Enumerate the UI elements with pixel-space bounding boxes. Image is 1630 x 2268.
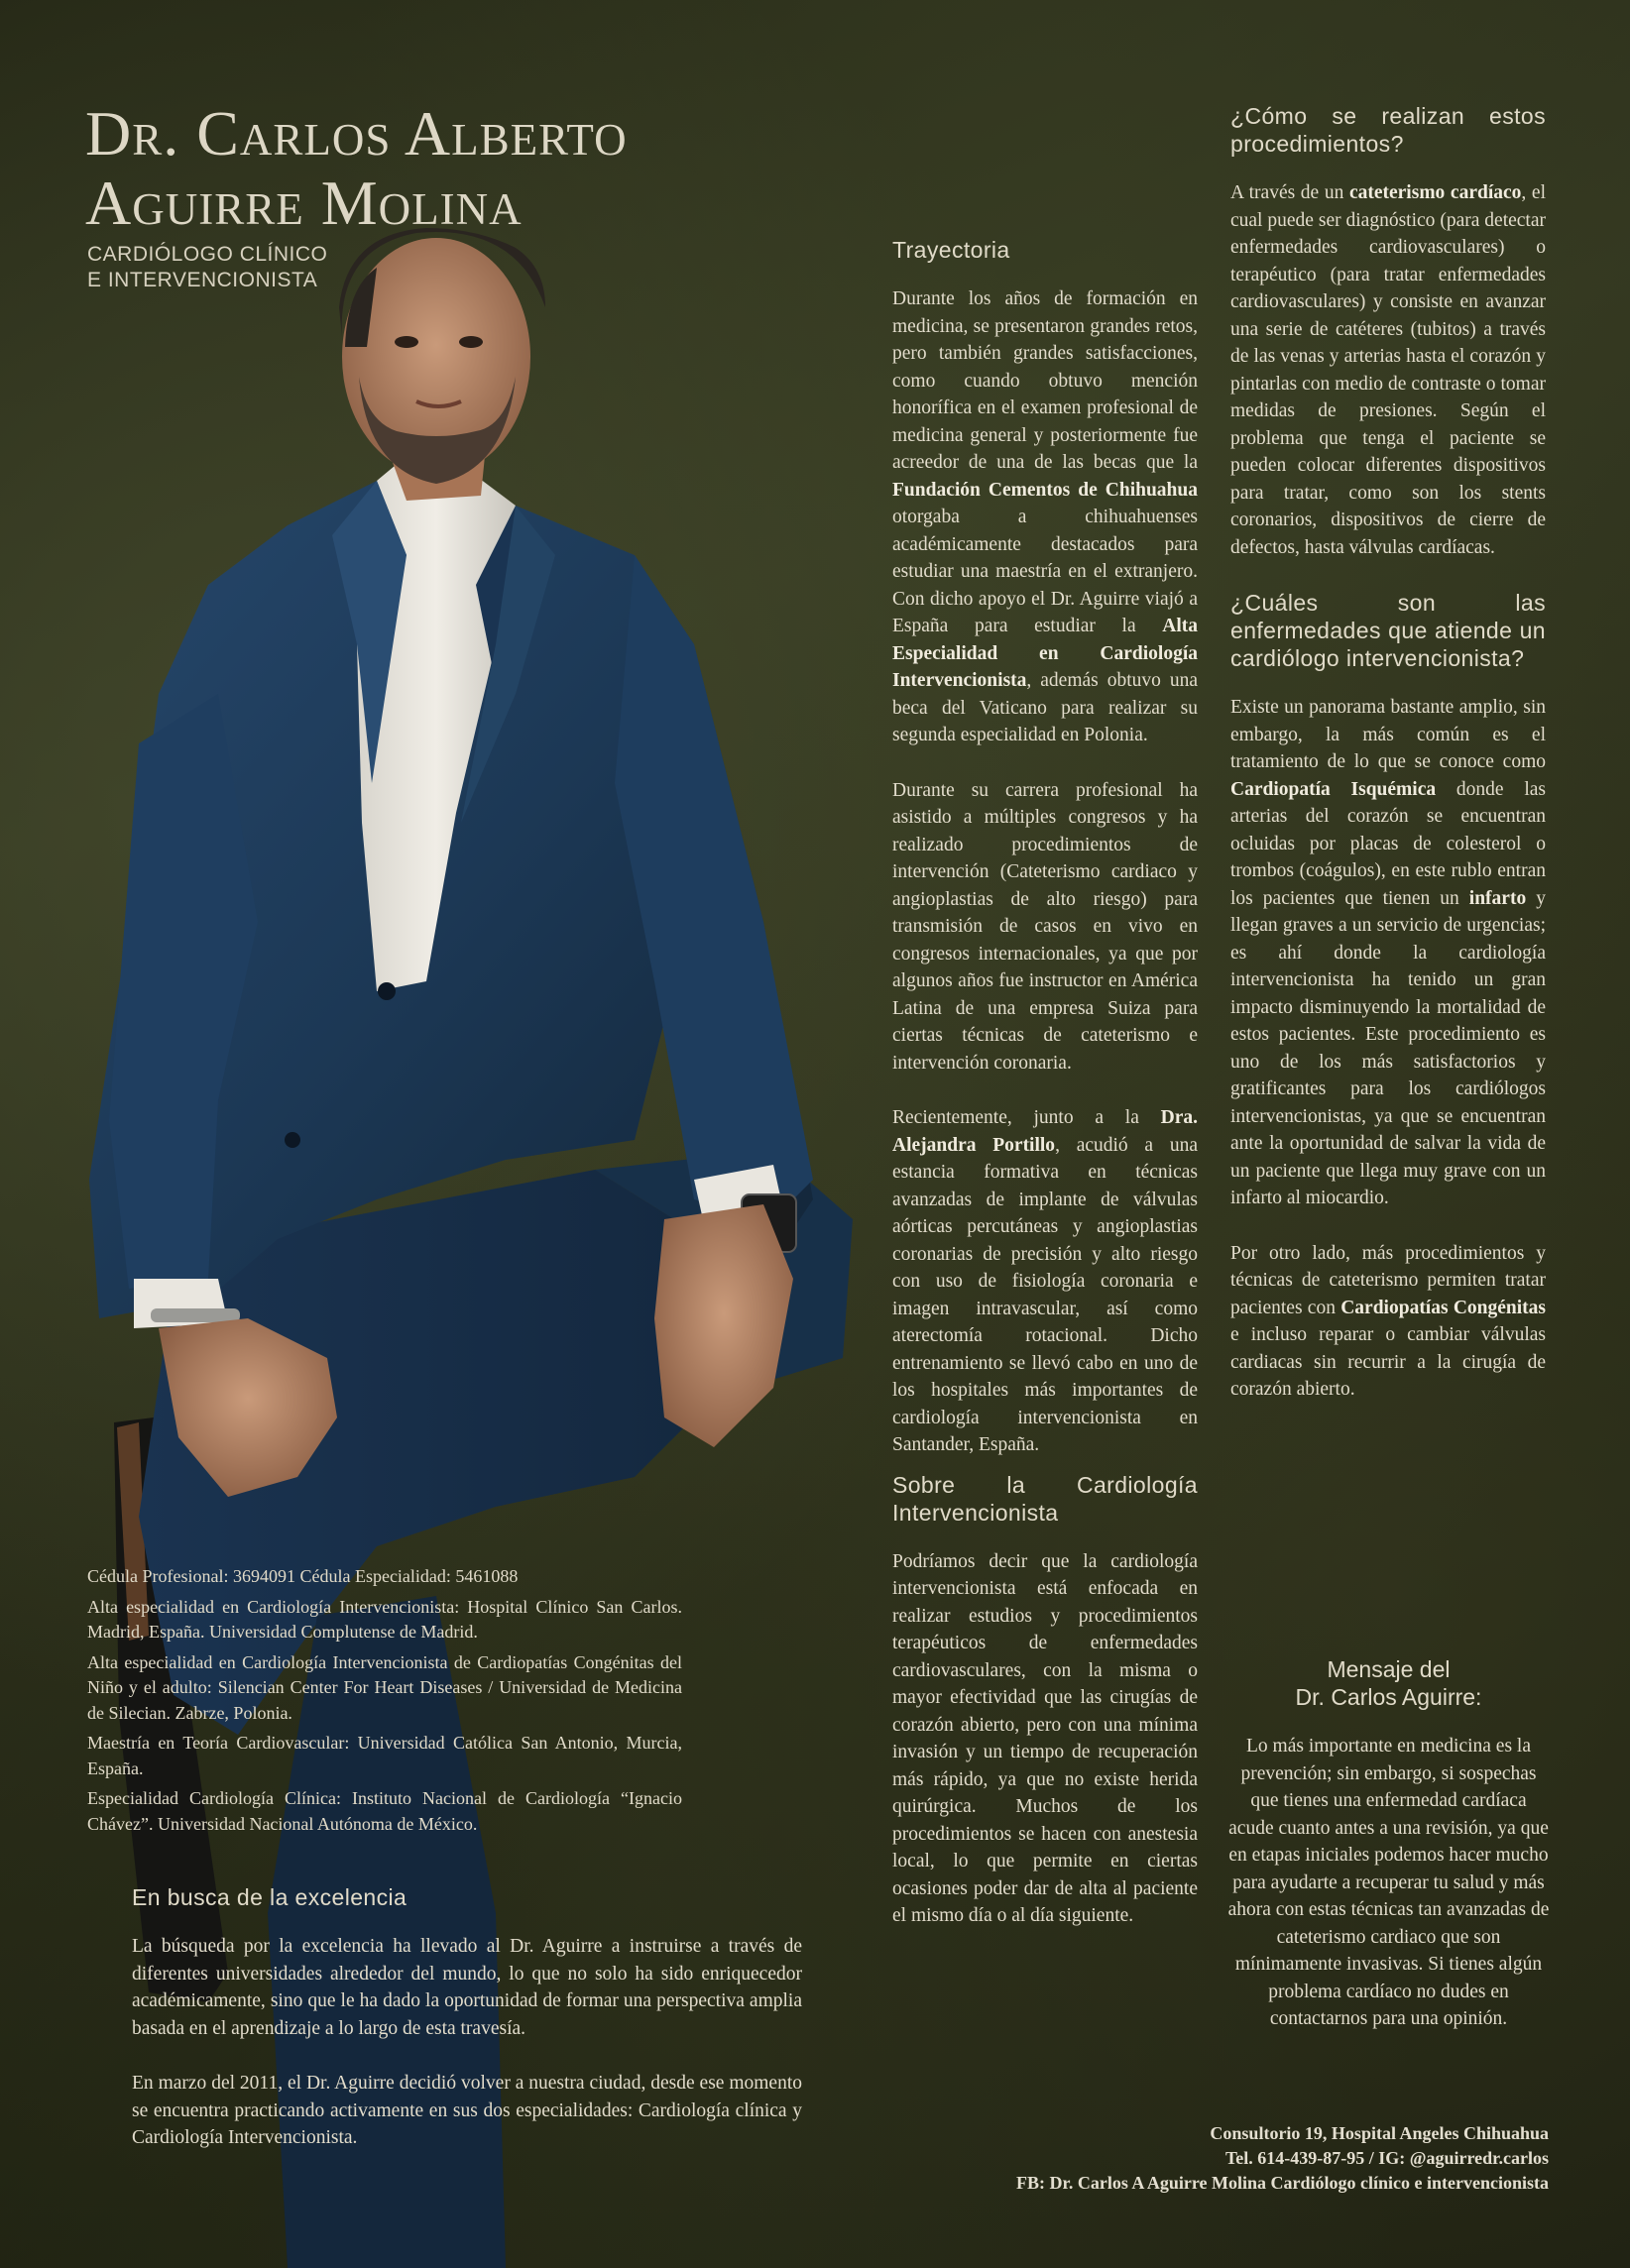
column-procedimientos [1230, 102, 1546, 1431]
credential-item: Especialidad Cardiología Clínica: Instituto Nacional de Cardiología “Ignacio Chávez”. Universidad Nacional Autónoma de México. [87, 1788, 682, 1834]
excelencia-section [132, 1883, 802, 2180]
contact-phone-instagram: Tel. 614-439-87-95 / IG: @aguirredr.carlos [1224, 2148, 1549, 2168]
como-paragraph: A través de un cateterismo cardíaco, el cual puede ser diagnóstico (para detectar enfermedades cardiovasculares) o terapéutico (para tratar enfermedades cardiovasculares) y consiste en avanzar una serie de catéteres (tubitos) a través de las venas y arterias hasta el corazón y pintarlas con medio de contraste o tomar medidas de presiones. Según el problema que tenga el paciente se pueden colocar diferentes dispositivos para tratar, como son los stents coronarios, dispositivos de cierre de defectos, hasta válvulas cardíacas. [1230, 182, 1546, 558]
trayectoria-heading: Trayectoria [892, 237, 1010, 263]
doctor-message [1227, 1655, 1550, 2033]
specialty-subtitle [87, 242, 504, 293]
cuales-paragraph-1: Existe un panorama bastante amplio, sin embargo, la más común es el tratamiento de lo que se conoce como Cardiopatía Isquémica donde las arterias del corazón se encuentran ocluidas por placas de colesterol o trombos (coágulos), en este rublo entran los pacientes que tienen un infarto y llegan graves a un servicio de urgencias; es ahí donde la cardiología intervencionista ha tenido un gran impacto disminuyendo la mortalidad de estos pacientes. Este procedimiento es uno de los más satisfactorios y gratificantes para los cardiólogos intervencionistas, ya que se encuentran ante la oportunidad de salvar la vida de un paciente que llega muy grave con un infarto al miocardio. [1230, 697, 1546, 1208]
name-line-1: Dr. Carlos Alberto [85, 98, 628, 169]
message-text: Lo más importante en medicina es la prevención; sin embargo, si sospechas que tienes una enfermedad cardíaca acude cuanto antes a una revisión, ya que en etapas iniciales podemos hacer mucho para ayudarte a recuperar tu salud y más ahora con estas técnicas tan avanzadas de cateterismo cardiaco que son mínimamente invasivas. Si tienes algún problema cardíaco no dudes en contactarnos para una opinión. [1227, 1736, 1550, 2029]
contact-address: Consultorio 19, Hospital Angeles Chihuahua [1210, 2123, 1549, 2143]
trayectoria-paragraph-1: Durante los años de formación en medicina, se presentaron grandes retos, pero también grandes satisfacciones, como cuando obtuvo mención honorífica en el examen profesional de medicina general y posteriormente fue acreedor de una de las becas que la Fundación Cementos de Chihuahua otorgaba a chihuahuenses académicamente destacados para estudiar una maestría en el extranjero. Con dicho apoyo el Dr. Aguirre viajó a España para estudiar la Alta Especialidad en Cardiología Intervencionista, además obtuvo una beca del Vaticano para realizar su segunda especialidad en Polonia. [892, 288, 1198, 745]
doctor-name [85, 99, 779, 238]
trayectoria-paragraph-2: Durante su carrera profesional ha asistido a múltiples congresos y ha realizado procedimientos de intervención (Cateterismo cardiaco y angioplastias de alto riesgo) para transmisión de casos en vivo en congresos internacionales, ya que por algunos años fue instructor en América Latina de una empresa Suiza para ciertas técnicas de cateterismo e intervención coronaria. [892, 779, 1198, 1074]
contact-facebook: FB: Dr. Carlos A Aguirre Molina Cardiólogo clínico e intervencionista [1016, 2173, 1549, 2193]
contact-info [813, 2121, 1549, 2196]
credentials-list [87, 1564, 682, 1842]
excelencia-heading: En busca de la excelencia [132, 1884, 408, 1910]
credential-item: Maestría en Teoría Cardiovascular: Universidad Católica San Antonio, Murcia, España. [87, 1733, 682, 1778]
sobre-paragraph: Podríamos decir que la cardiología intervencionista está enfocada en realizar estudios y procedimientos terapéuticos de enfermedades cardiovasculares, con la misma o mayor efectividad que las cirugías de corazón abierto, pero con una mínima invasión y un tiempo de recuperación más rápido, ya que no existe herida quirúrgica. Muchos de los procedimientos se hacen con anestesia local, lo que permite en ciertas ocasiones poder dar de alta al paciente el mismo día o al día siguiente. [892, 1550, 1198, 1926]
specialty-line-1: CARDIÓLOGO CLÍNICO [87, 243, 328, 266]
credential-item: Alta especialidad en Cardiología Intervencionista: Hospital Clínico San Carlos. Madrid, España. Universidad Complutense de Madrid. [87, 1596, 682, 1642]
specialty-line-2: E INTERVENCIONISTA [87, 269, 318, 291]
name-line-2: Aguirre Molina [85, 168, 523, 238]
message-title: Mensaje del Dr. Carlos Aguirre: [1295, 1656, 1482, 1710]
excelencia-paragraph-2: En marzo del 2011, el Dr. Aguirre decidió volver a nuestra ciudad, desde ese momento se encuentra practicando activamente en sus dos especialidades: Cardiología clínica y Cardiología Intervencionista. [132, 2073, 802, 2148]
excelencia-paragraph-1: La búsqueda por la excelencia ha llevado al Dr. Aguirre a instruirse a través de diferentes universidades alrededor del mundo, lo que no solo ha sido enriquecedor académicamente, sino que le ha dado la oportunidad de formar una perspectiva amplia basada en el aprendizaje a lo largo de esta travesía. [132, 1936, 802, 2039]
credential-item: Alta especialidad en Cardiología Intervencionista de Cardiopatías Congénitas del Niño y el adulto: Silencian Center For Heart Diseases / Universidad de Medicina de Silecian. Zabrze, Polonia. [87, 1651, 682, 1723]
cuales-heading: ¿Cuáles son las enfermedades que atiende un cardiólogo intervencionista? [1230, 590, 1546, 671]
cuales-paragraph-2: Por otro lado, más procedimientos y técnicas de cateterismo permiten tratar pacientes con Cardiopatías Congénitas e incluso reparar o cambiar válvulas cardiacas sin recurrir a la cirugía de corazón abierto. [1230, 1242, 1546, 1400]
sobre-heading: Sobre la Cardiología Intervencionista [892, 1471, 1198, 1526]
credential-item: Cédula Profesional: 3694091 Cédula Especialidad: 5461088 [87, 1566, 519, 1586]
como-heading: ¿Cómo se realizan estos procedimientos? [1230, 103, 1546, 157]
trayectoria-paragraph-3: Recientemente, junto a la Dra. Alejandra Portillo, acudió a una estancia formativa en técnicas avanzadas de implante de válvulas aórticas percutáneas y angioplastias coronarias de precisión y alto riesgo con uso de fisiología coronaria e imagen intravascular, así como aterectomía rotacional. Dicho entrenamiento se llevó cabo en uno de los hospitales más importantes de cardiología intervencionista en Santander, España. [892, 1107, 1198, 1455]
column-trayectoria [892, 236, 1198, 1958]
